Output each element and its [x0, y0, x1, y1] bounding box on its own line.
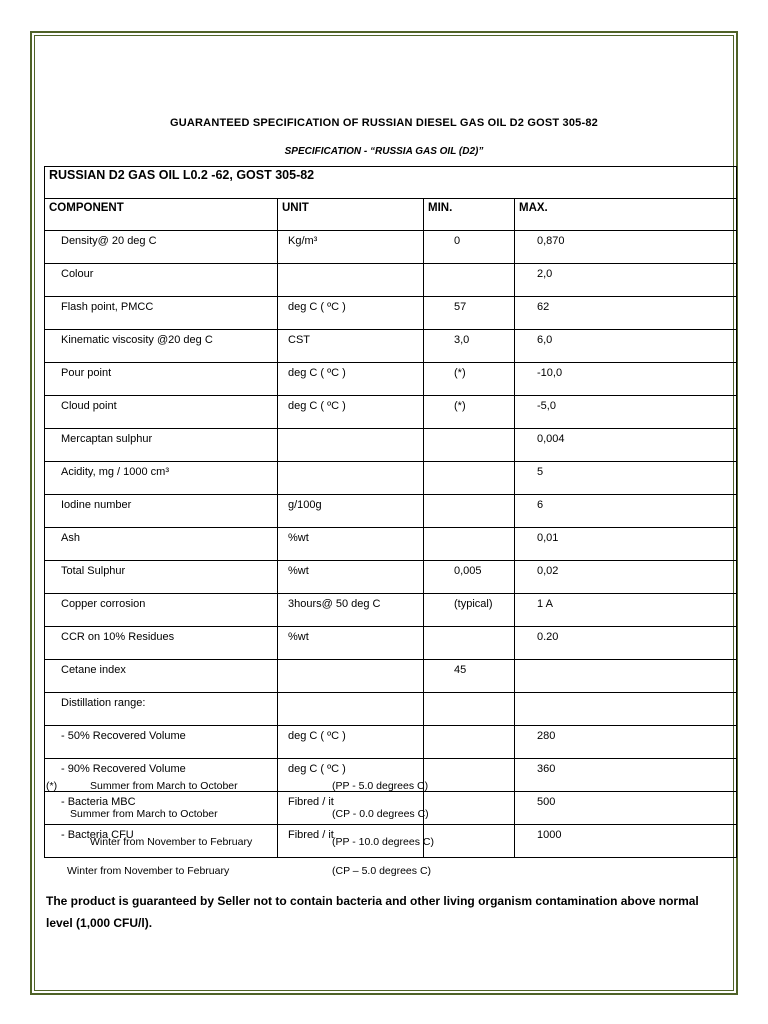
cell-max: 0,870 [515, 231, 737, 264]
cell-component: Kinematic viscosity @20 deg C [45, 330, 278, 363]
table-row [45, 330, 737, 363]
cell-unit: Fibred / it [278, 825, 424, 858]
column-header-unit: UNIT [278, 199, 424, 231]
table-row [45, 594, 737, 627]
cell-component: Cetane index [45, 660, 278, 693]
cell-min [424, 792, 515, 825]
cell-component: Mercaptan sulphur [45, 429, 278, 462]
cell-unit [278, 693, 424, 726]
table-row [45, 297, 737, 330]
cell-unit: %wt [278, 561, 424, 594]
cell-unit: Kg/m³ [278, 231, 424, 264]
cell-unit [278, 660, 424, 693]
cell-max: 2,0 [515, 264, 737, 297]
cell-unit: deg C ( ºC ) [278, 726, 424, 759]
note-value: (CP - 0.0 degrees C) [332, 808, 429, 820]
cell-component: Cloud point [45, 396, 278, 429]
cell-unit: deg C ( ºC ) [278, 363, 424, 396]
cell-component: CCR on 10% Residues [45, 627, 278, 660]
cell-min: 0 [424, 231, 515, 264]
note-marker: (*) [46, 780, 58, 792]
cell-min: 0,005 [424, 561, 515, 594]
note-label: Winter from November to February [67, 865, 230, 877]
cell-unit [278, 264, 424, 297]
table-header-row [45, 199, 737, 231]
table-row [45, 693, 737, 726]
table-row [45, 363, 737, 396]
cell-component: Colour [45, 264, 278, 297]
cell-component: - 90% Recovered Volume [45, 759, 278, 792]
note-label: Summer from March to October [90, 780, 238, 792]
table-row [45, 264, 737, 297]
cell-component: - Bacteria CFU [45, 825, 278, 858]
cell-min: (*) [424, 396, 515, 429]
document-title: GUARANTEED SPECIFICATION OF RUSSIAN DIESEL GAS OIL D2 GOST 305-82 [169, 117, 598, 129]
cell-min [424, 495, 515, 528]
cell-component: - 50% Recovered Volume [45, 726, 278, 759]
table-row [45, 726, 737, 759]
cell-min [424, 264, 515, 297]
cell-unit: g/100g [278, 495, 424, 528]
cell-unit [278, 429, 424, 462]
table-row [45, 561, 737, 594]
cell-min: 3,0 [424, 330, 515, 363]
note-value: (PP - 5.0 degrees C) [332, 780, 429, 792]
cell-max: 500 [515, 792, 737, 825]
cell-max: 62 [515, 297, 737, 330]
cell-max: 1000 [515, 825, 737, 858]
cell-max: 0,004 [515, 429, 737, 462]
cell-unit [278, 462, 424, 495]
table-row [45, 231, 737, 264]
cell-min [424, 528, 515, 561]
cell-component: - Bacteria MBC [45, 792, 278, 825]
cell-unit: %wt [278, 627, 424, 660]
cell-max: 0,02 [515, 561, 737, 594]
cell-unit: deg C ( ºC ) [278, 297, 424, 330]
table-title-row [45, 167, 737, 199]
cell-unit: %wt [278, 528, 424, 561]
table-row [45, 660, 737, 693]
cell-unit: Fibred / it [278, 792, 424, 825]
cell-max: 6,0 [515, 330, 737, 363]
note-value: (PP - 10.0 degrees C) [332, 836, 434, 848]
cell-max: 0.20 [515, 627, 737, 660]
cell-component: Total Sulphur [45, 561, 278, 594]
table-row [45, 396, 737, 429]
cell-unit: CST [278, 330, 424, 363]
cell-min: 57 [424, 297, 515, 330]
cell-component: Acidity, mg / 1000 cm³ [45, 462, 278, 495]
cell-max: 0,01 [515, 528, 737, 561]
cell-component: Pour point [45, 363, 278, 396]
table-row [45, 627, 737, 660]
column-header-min: MIN. [424, 199, 515, 231]
note-label: Winter from November to February [90, 836, 253, 848]
cell-max [515, 693, 737, 726]
table-row [45, 462, 737, 495]
guarantee-statement: The product is guaranteed by Seller not to contain bacteria and other living organism contamination above normal level (1,000 CFU/l). [46, 894, 699, 930]
cell-component: Flash point, PMCC [45, 297, 278, 330]
cell-min [424, 462, 515, 495]
cell-unit: deg C ( ºC ) [278, 396, 424, 429]
cell-max: -10,0 [515, 363, 737, 396]
column-header-max: MAX. [515, 199, 737, 231]
cell-min [424, 429, 515, 462]
table-row [45, 495, 737, 528]
cell-max: 6 [515, 495, 737, 528]
cell-component: Iodine number [45, 495, 278, 528]
cell-min: 45 [424, 660, 515, 693]
cell-max [515, 660, 737, 693]
document-subtitle: SPECIFICATION - “RUSSIA GAS OIL (D2)” [284, 146, 484, 157]
cell-unit: 3hours@ 50 deg C [278, 594, 424, 627]
cell-min: (*) [424, 363, 515, 396]
column-header-component: COMPONENT [45, 199, 278, 231]
cell-max: -5,0 [515, 396, 737, 429]
cell-min [424, 693, 515, 726]
cell-component: Distillation range: [45, 693, 278, 726]
cell-component: Copper corrosion [45, 594, 278, 627]
cell-max: 280 [515, 726, 737, 759]
table-row [45, 528, 737, 561]
note-label: Summer from March to October [70, 808, 218, 820]
cell-max: 1 A [515, 594, 737, 627]
cell-min [424, 627, 515, 660]
specification-table [44, 166, 737, 858]
cell-max: 5 [515, 462, 737, 495]
cell-min: (typical) [424, 594, 515, 627]
cell-min [424, 726, 515, 759]
cell-component: Ash [45, 528, 278, 561]
table-title: RUSSIAN D2 GAS OIL L0.2 -62, GOST 305-82 [45, 167, 737, 199]
cell-min [424, 825, 515, 858]
cell-component: Density@ 20 deg C [45, 231, 278, 264]
cell-min [424, 759, 515, 792]
table-row [45, 429, 737, 462]
cell-max: 360 [515, 759, 737, 792]
cell-unit: deg C ( ºC ) [278, 759, 424, 792]
note-value: (CP – 5.0 degrees C) [332, 865, 432, 877]
